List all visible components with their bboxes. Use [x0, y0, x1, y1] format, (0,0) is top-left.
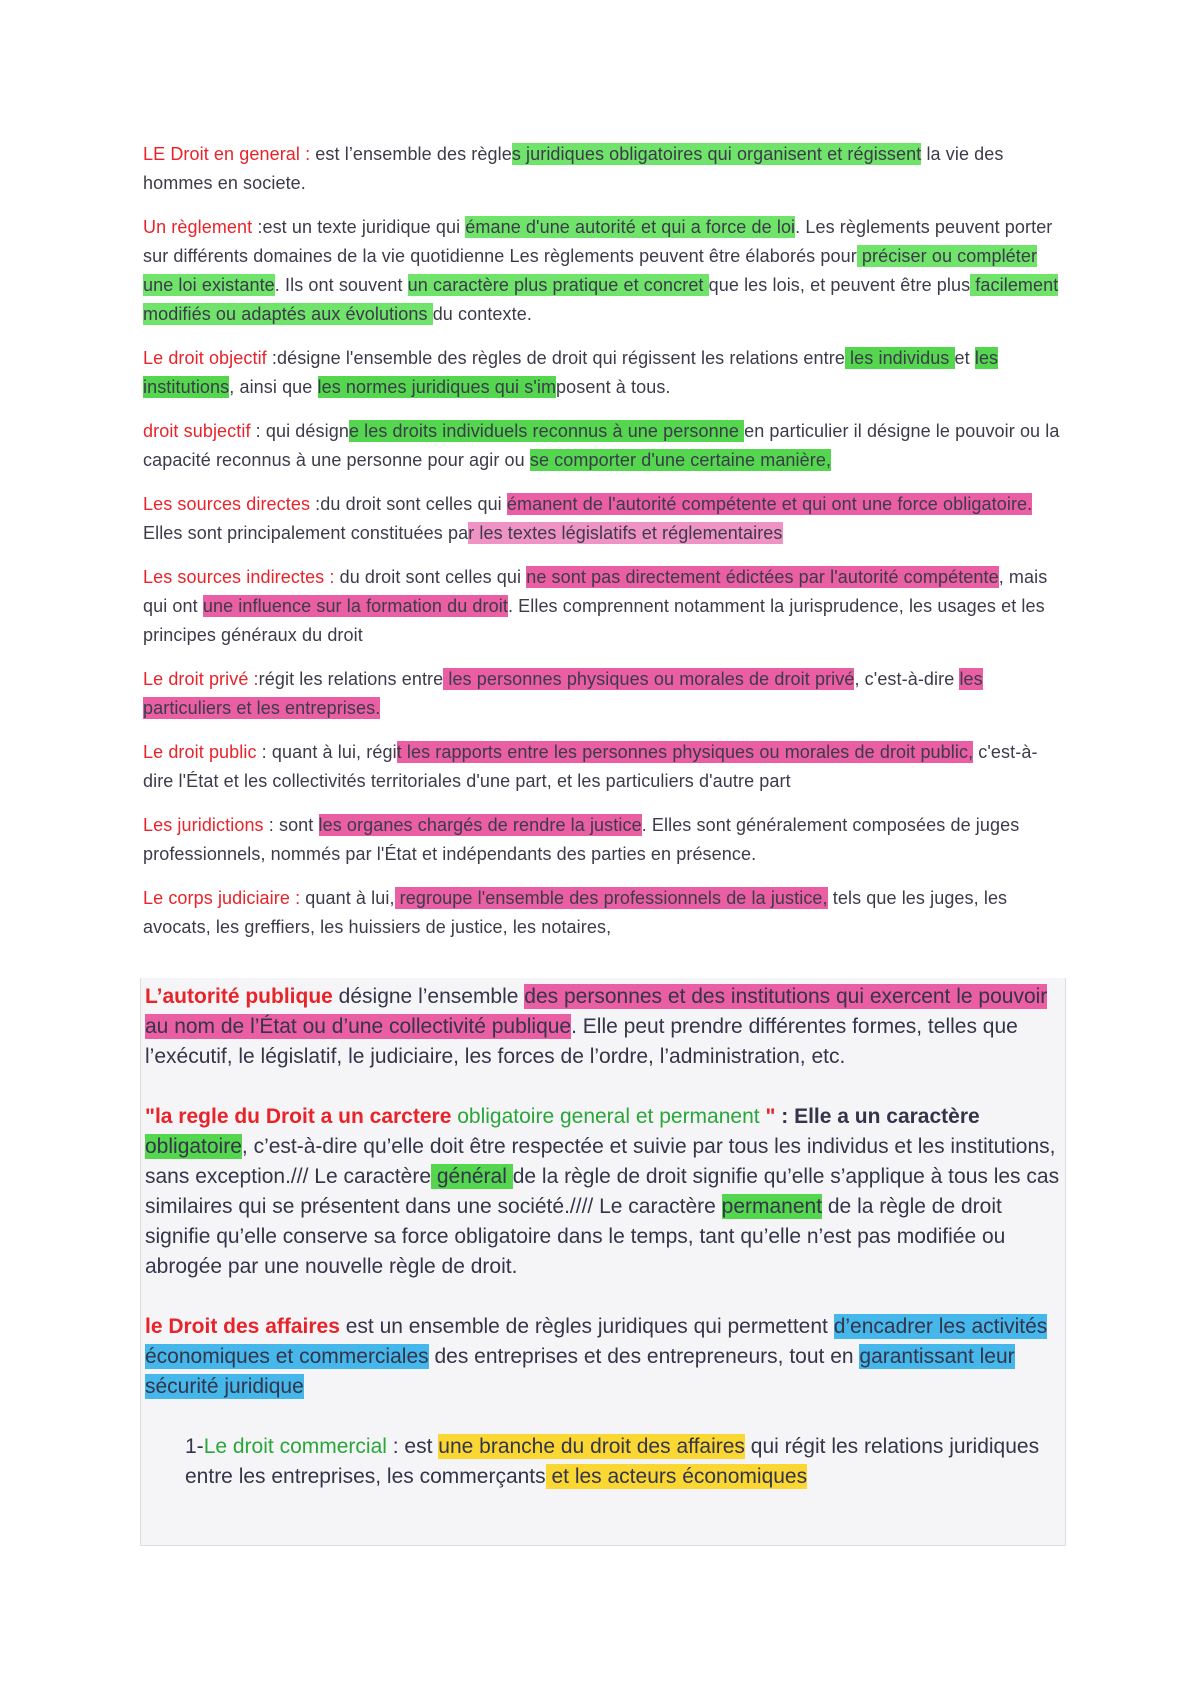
- text: de la règle de droit signifie qu’elle s’applique à tous les cas similaires qui se présentent dans une société.//// Le caractère: [145, 1165, 1060, 1218]
- definition-sources-indirectes: [143, 563, 1061, 650]
- text: la vie des hommes en societe.: [143, 144, 1004, 193]
- term: Les juridictions: [143, 815, 264, 835]
- list-number: 1-: [185, 1435, 204, 1458]
- highlight: garantissant leur sécurité juridique: [145, 1345, 1015, 1398]
- text: Elles sont principalement constituées pa: [143, 523, 469, 543]
- definition-reglement: [143, 213, 1061, 329]
- highlight: les personnes physiques ou morales de droit privé: [443, 669, 855, 689]
- highlight: émane d'une autorité et qui a force de loi: [465, 217, 796, 237]
- text: :du droit sont celles qui: [310, 494, 507, 514]
- text: du droit sont celles qui: [334, 567, 527, 587]
- text: , ainsi que: [229, 377, 318, 397]
- definition-droit-commercial: [145, 1432, 1062, 1492]
- definition-droit-objectif: [143, 344, 1061, 402]
- definition-corps-judiciaire: [143, 884, 1061, 942]
- text: quant à lui,: [300, 888, 395, 908]
- text: qui régit les relations juridiques entre les entreprises, les commerçants: [185, 1435, 1040, 1488]
- highlight: et les acteurs économiques: [545, 1465, 808, 1488]
- text: : quant à lui, régi: [256, 742, 397, 762]
- text: : sont: [263, 815, 319, 835]
- term: le Droit des affaires: [145, 1315, 340, 1338]
- highlight: les institutions: [143, 348, 999, 397]
- notes-document: [143, 140, 1061, 957]
- definition-droit-prive: [143, 665, 1061, 723]
- text: , mais qui ont: [143, 567, 1048, 616]
- text: en particulier il désigne le pouvoir ou la capacité reconnus à une personne pour agir ou: [143, 421, 1060, 470]
- text: . Elles comprennent notamment la jurisprudence, les usages et les principes généraux du droit: [143, 596, 1045, 645]
- text: est un ensemble de règles juridiques qui permettent: [339, 1315, 834, 1338]
- highlight: d’encadrer les activités économiques et commerciales: [145, 1315, 1048, 1368]
- highlight: obligatoire: [145, 1135, 242, 1158]
- definition-droit-en-general: [143, 140, 1061, 198]
- highlight: les organes chargés de rendre la justice: [318, 815, 642, 835]
- definition-droit-public: [143, 738, 1061, 796]
- text: et: [954, 348, 975, 368]
- text: est l’ensemble des règle: [310, 144, 512, 164]
- definition-autorite-publique: [145, 982, 1062, 1072]
- highlight: général: [431, 1165, 513, 1188]
- text: : est: [386, 1435, 439, 1458]
- definition-sources-directes: [143, 490, 1061, 548]
- highlight: se comporter d'une certaine manière,: [529, 450, 832, 470]
- term: ": [765, 1105, 776, 1128]
- definition-droit-des-affaires: [145, 1312, 1062, 1402]
- term-green: Le droit commercial: [203, 1435, 387, 1458]
- highlight: e les droits individuels reconnus à une personne: [348, 421, 745, 441]
- text: posent à tous.: [556, 377, 671, 397]
- term: Les sources directes: [143, 494, 311, 514]
- text: . Ils ont souvent: [274, 275, 408, 295]
- highlight: t les rapports entre les personnes physiques ou morales de droit public,: [396, 742, 974, 762]
- term: Les sources indirectes :: [143, 567, 335, 587]
- text: : qui désign: [250, 421, 349, 441]
- definition-juridictions: [143, 811, 1061, 869]
- term: Le droit public: [143, 742, 257, 762]
- term: LE Droit en general :: [143, 144, 311, 164]
- highlight: r les textes législatifs et réglementaires: [468, 523, 783, 543]
- term: "la regle du Droit a un carctere: [145, 1105, 458, 1128]
- text: que les lois, et peuvent être plus: [708, 275, 971, 295]
- highlight: une branche du droit des affaires: [438, 1435, 745, 1458]
- text: des entreprises et des entrepreneurs, tout en: [428, 1345, 860, 1368]
- term: Un règlement: [143, 217, 253, 237]
- definition-regle-du-droit: [145, 1102, 1062, 1282]
- highlight: les individus: [844, 348, 955, 368]
- text: c'est-à-dire l'État et les collectivités territoriales d'une part, et les particuliers d'autre part: [143, 742, 1038, 791]
- highlight: regroupe l'ensemble des professionnels de la justice,: [394, 888, 828, 908]
- term: L’autorité publique: [145, 985, 333, 1008]
- highlight: permanent: [721, 1195, 823, 1218]
- text: :est un texte juridique qui: [252, 217, 466, 237]
- term: Le droit privé :: [143, 669, 259, 689]
- text: : Elle a un caractère: [775, 1105, 980, 1128]
- highlight: des personnes et des institutions qui exercent le pouvoir au nom de l’État ou d’une collectivité publique: [145, 985, 1048, 1038]
- highlight: les normes juridiques qui s'im: [317, 377, 557, 397]
- text: :désigne l'ensemble des règles de droit qui régissent les relations entre: [266, 348, 845, 368]
- highlight: une influence sur la formation du droit: [202, 596, 508, 616]
- term: Le corps judiciaire :: [143, 888, 301, 908]
- highlight: facilement modifiés ou adaptés aux évolutions: [143, 275, 1059, 324]
- highlight: préciser ou compléter une loi existante: [143, 246, 1038, 295]
- highlight: un caractère plus pratique et concret: [407, 275, 709, 295]
- text: du contexte.: [432, 304, 532, 324]
- term-green: obligatoire general et permanent: [457, 1105, 766, 1128]
- text: , c'est-à-dire: [854, 669, 960, 689]
- text: . Elles sont généralement composées de juges professionnels, nommés par l'État et indépendants des parties en présence.: [143, 815, 1020, 864]
- text: . Les règlements peuvent porter sur différents domaines de la vie quotidienne Les règlements peuvent être élaborés pour: [143, 217, 1053, 266]
- highlight: les particuliers et les entreprises.: [143, 669, 983, 718]
- text: tels que les juges, les avocats, les greffiers, les huissiers de justice, les notaires,: [143, 888, 1008, 937]
- text: . Elle peut prendre différentes formes, telles que l’exécutif, le législatif, le judiciaire, les forces de l’ordre, l’administration, etc.: [145, 1015, 1018, 1068]
- definition-droit-subjectif: [143, 417, 1061, 475]
- text: désigne l’ensemble: [332, 985, 525, 1008]
- pasted-notes-box: [140, 978, 1066, 1546]
- term: droit subjectif: [143, 421, 251, 441]
- text: de la règle de droit signifie qu’elle conserve sa force obligatoire dans le temps, tant qu’elle n’est pas modifiée ou abrogée par une nouvelle règle de droit.: [145, 1195, 1006, 1278]
- highlight: émanent de l'autorité compétente et qui ont une force obligatoire.: [506, 494, 1033, 514]
- highlight: s juridiques obligatoires qui organisent et régissent: [511, 144, 922, 164]
- text: , c’est-à-dire qu’elle doit être respectée et suivie par tous les individus et les institutions, sans exception./// Le caractère: [145, 1135, 1056, 1188]
- text: régit les relations entre: [258, 669, 444, 689]
- term: Le droit objectif: [143, 348, 267, 368]
- highlight: ne sont pas directement édictées par l'autorité compétente: [526, 567, 999, 587]
